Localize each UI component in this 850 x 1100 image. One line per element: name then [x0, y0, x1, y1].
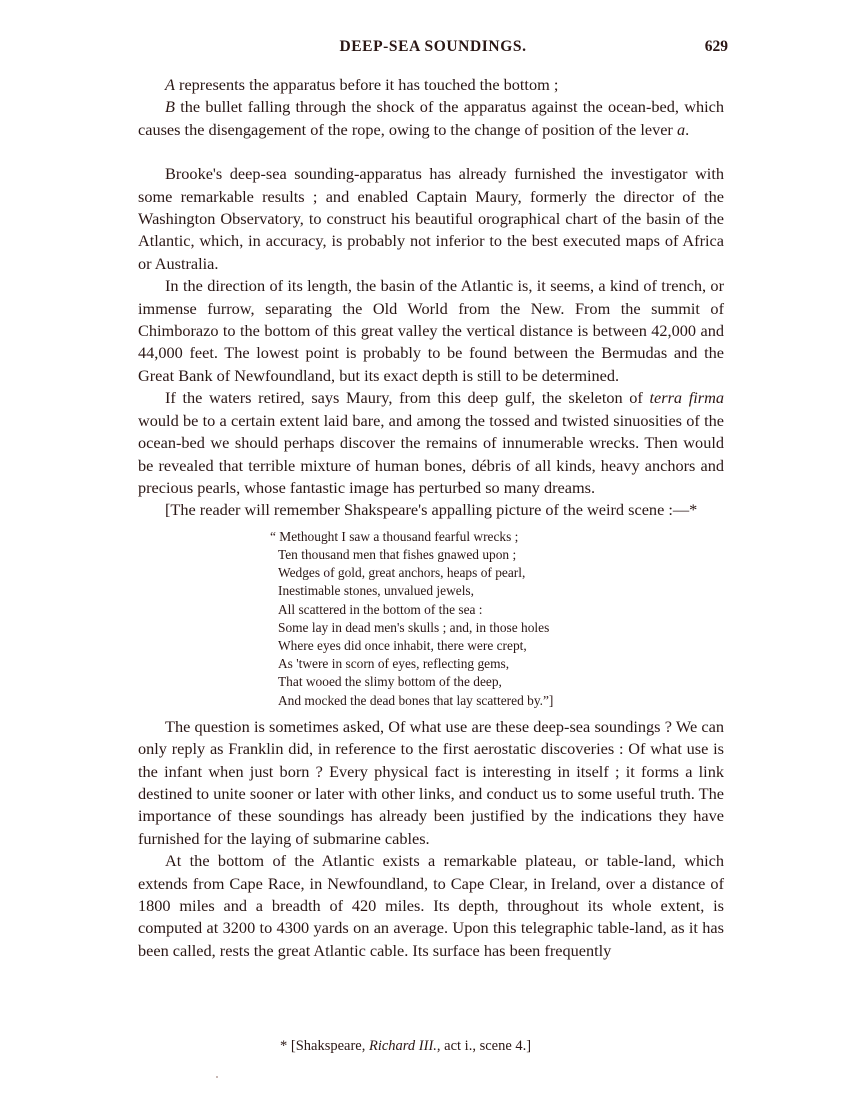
verse-line: Wedges of gold, great anchors, heaps of pearl,	[278, 565, 526, 581]
body-text	[138, 74, 724, 962]
verse-line: As 'twere in scorn of eyes, reflecting gems,	[278, 656, 510, 672]
verse-line: Some lay in dead men's skulls ; and, in those holes	[278, 619, 550, 635]
chapter-title: DEEP-SEA SOUNDINGS.	[339, 38, 527, 55]
paragraph-telegraphic-plateau: At the bottom of the Atlantic exists a remarkable plateau, or table-land, which extends from Cape Race, in Newfoundland, to Cape Clear, in Ireland, over a distance of 1800 miles and a breadth of 420 miles. Its depth, throughout its whole extent, is computed at 3200 to 4300 yards on an average. Upon this telegraphic table-land, as it has been called, rests the great Atlantic cable. Its surface has been frequently	[138, 851, 724, 960]
footnote: * [Shakspeare, Richard III., act i., scene 4.]	[280, 1038, 532, 1054]
verse-quotation	[270, 528, 724, 710]
verse-line: Inestimable stones, unvalued jewels,	[278, 583, 474, 599]
page-number: 629	[704, 38, 728, 55]
verse-line: And mocked the dead bones that lay scattered by.”]	[278, 692, 554, 708]
paragraph-franklin: The question is sometimes asked, Of what use are these deep-sea soundings ? We can only reply as Franklin did, in reference to the first aerostatic discoveries : Of what use is the infant when just born ? Every physical fact is interesting in itself ; it forms a link destined to unite sooner or later with other links, and conduct us to some useful truth. The importance of these soundings has already been justified by the indications they have furnished for the laying of submarine cables.	[138, 716, 724, 848]
figure-letter-a: A	[165, 75, 175, 94]
play-title: Richard III.	[368, 1038, 437, 1054]
verse-line: Ten thousand men that fishes gnawed upon ;	[278, 546, 517, 562]
paragraph-brooke: Brooke's deep-sea sounding-apparatus has already furnished the investigator with some remarkable results ; and enabled Captain Maury, formerly the director of the Washington Observatory, to construct his beautiful orographical chart of the basin of the Atlantic, which, in accuracy, is probably not inferior to the best executed maps of Africa or Australia.	[138, 164, 724, 273]
paragraph-maury: If the waters retired, says Maury, from this deep gulf, the skeleton of terra firma would be to a certain extent laid bare, and among the tossed and twisted sinuosities of the ocean-bed we should perhaps discover the remains of innumerable wrecks. Then would be revealed that terrible mixture of human bones, débris of all kinds, heavy anchors and precious pearls, whose fantastic image has perturbed so many dreams.	[138, 388, 724, 497]
running-head	[138, 38, 728, 58]
terra-firma: terra firma	[649, 388, 724, 408]
verse-line: All scattered in the bottom of the sea :	[278, 601, 483, 617]
paragraph-shakspeare-intro: [The reader will remember Shakspeare's appalling picture of the weird scene :—*	[165, 500, 698, 520]
paragraph-atlantic-basin: In the direction of its length, the basin of the Atlantic is, it seems, a kind of trench, or immense furrow, separating the Old World from the New. From the summit of Chimborazo to the bottom of this great valley the vertical distance is between 42,000 and 44,000 feet. The lowest point is probably to be found between the Bermudas and the Great Bank of Newfoundland, but its exact depth is still to be determined.	[138, 276, 724, 385]
paragraph-figure-a: A represents the apparatus before it has touched the bottom ;	[165, 75, 559, 94]
paper-speck	[216, 1076, 218, 1078]
verse-line: “ Methought I saw a thousand fearful wrecks ;	[270, 528, 519, 544]
verse-line: That wooed the slimy bottom of the deep,	[278, 674, 502, 690]
verse-line: Where eyes did once inhabit, there were crept,	[278, 637, 527, 653]
figure-letter-b: B	[165, 97, 175, 117]
paragraph-figure-b: B the bullet falling through the shock of the apparatus against the ocean-bed, which causes the disengagement of the rope, owing to the change of position of the lever a.	[138, 97, 724, 139]
lever-letter: a	[676, 119, 686, 139]
